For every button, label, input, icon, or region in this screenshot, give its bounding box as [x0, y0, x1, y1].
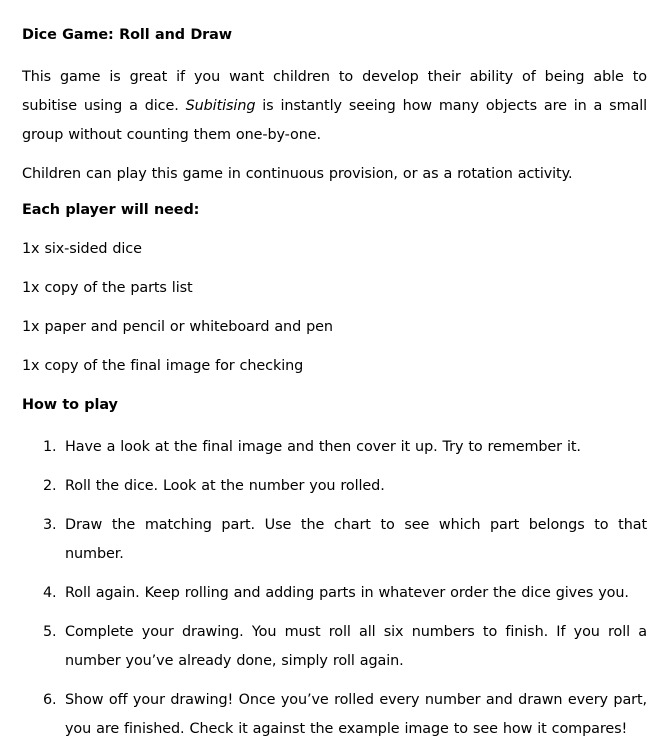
needs-item-final-image: 1x copy of the final image for checking — [22, 358, 304, 374]
steps-list — [22, 433, 647, 744]
step-item — [43, 579, 647, 608]
step-text: Have a look at the final image and then cover it up. Try to remember it. — [65, 439, 581, 455]
step-text: Roll the dice. Look at the number you rolled. — [65, 478, 385, 494]
step-number: 2. — [43, 478, 57, 494]
intro-text-end: is instantly seeing how many objects are in a small group without counting them one-by-one. — [22, 98, 647, 143]
step-text: Show off your drawing! Once you’ve rolled every number and drawn every part, you are finished. Check it against the example image to see how it compares! — [65, 692, 647, 737]
provision-paragraph: Children can play this game in continuous provision, or as a rotation activity. — [22, 166, 573, 182]
step-item — [43, 686, 647, 744]
step-number: 3. — [43, 517, 57, 533]
subitising-term: Subitising — [185, 98, 256, 114]
step-item — [43, 433, 647, 462]
step-number: 1. — [43, 439, 57, 455]
step-text: Complete your drawing. You must roll all six numbers to finish. If you roll a number you’ve already done, simply roll again. — [65, 624, 647, 669]
step-text: Draw the matching part. Use the chart to see which part belongs to that number. — [65, 517, 647, 562]
step-text: Roll again. Keep rolling and adding parts in whatever order the dice gives you. — [65, 585, 629, 601]
step-item — [43, 472, 647, 501]
step-number: 4. — [43, 585, 57, 601]
needs-heading: Each player will need: — [22, 202, 200, 218]
step-item — [43, 618, 647, 676]
needs-item-dice: 1x six-sided dice — [22, 241, 142, 257]
needs-item-paper-pencil: 1x paper and pencil or whiteboard and pen — [22, 319, 333, 335]
step-number: 6. — [43, 692, 57, 708]
needs-item-parts-list: 1x copy of the parts list — [22, 280, 193, 296]
step-item — [43, 511, 647, 569]
step-number: 5. — [43, 624, 57, 640]
intro-paragraph — [22, 63, 647, 150]
how-to-play-heading: How to play — [22, 397, 118, 413]
intro-text-start: This game is great if you want children to develop their ability of being able to subitise using a dice. — [22, 69, 647, 114]
document-title: Dice Game: Roll and Draw — [22, 27, 232, 43]
